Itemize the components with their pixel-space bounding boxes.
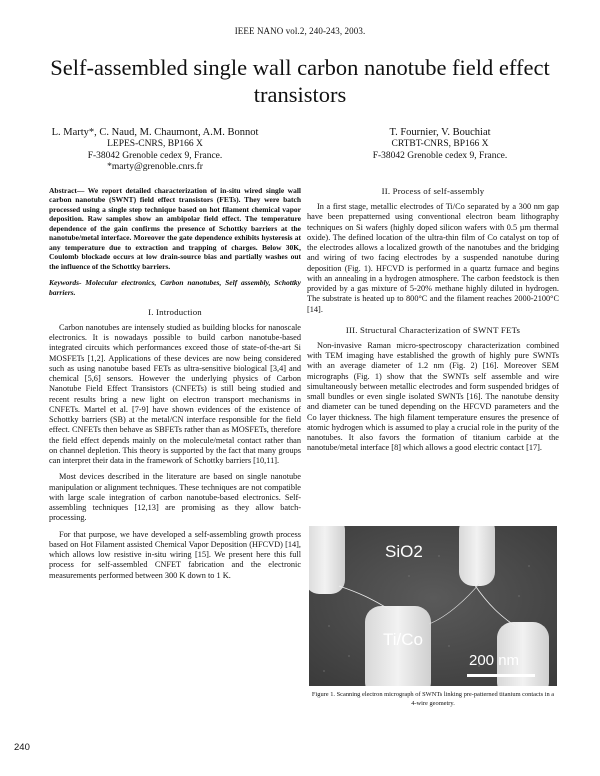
sem-micrograph [309, 526, 557, 686]
author-names: T. Fournier, V. Bouchiat [389, 127, 491, 138]
author-email: *marty@grenoble.cnrs.fr [107, 162, 203, 173]
authors-right [305, 127, 575, 162]
keywords: Keywords- Molecular electronics, Carbon nanotubes, Self assembly, Schottky barriers. [49, 278, 301, 297]
section-heading-process: II. Process of self-assembly [381, 186, 485, 196]
process-paragraph: In a first stage, metallic electrodes of Ti/Co separated by a 300 nm gap have been prepatterned using conventional electron beam lithography techniques on Si wafers (highly doped silicon wafers with 0.5 µm thermal oxide). The defined location of the ultra-thin film of Co catalyst on top of the electrodes allows a localized growth of the nanotubes and the bridging and wiring of two facing electrodes by a suspended nanotube during deposition (Fig. 1). HFCVD is performed in a quartz furnace and begins with an annealing in a hydrogen atmosphere. The carbon feedstock is then provided by a gas mixture of 5-20% methane highly diluted in hydrogen. The substrate is heated up to 800°C and the filament reaches 2000-2100°C [14]. [307, 202, 559, 314]
figure-caption: Figure 1. Scanning electron micrograph of SWNTs linking pre-patterned titanium contacts in a 4-wire geometry. [311, 691, 555, 707]
section-heading-structural: III. Structural Characterization of SWNT FETs [345, 324, 521, 335]
journal-header: IEEE NANO vol.2, 240-243, 2003. [234, 26, 366, 36]
affiliation: LEPES-CNRS, BP166 X [107, 139, 203, 150]
electrode-top-left [309, 526, 345, 594]
left-column [49, 186, 301, 587]
intro-paragraph: For that purpose, we have developed a self-assembling growth process based on Hot Filament assisted Chemical Vapor Deposition (HFCVD) [14], which allows low resistive in-situ wiring [15]. We present here this full process for self-assembled CNFET fabrication and the electronic measurements performed between 300 K down to 1 K. [49, 529, 301, 580]
label-tico: Ti/Co [383, 630, 423, 649]
intro-paragraph: Carbon nanotubes are intensely studied as building blocks for nanoscale electronics. It is nowadays possible to build carbon nanotube-based integrated circuits which performances exceed those of state-of-the-art Si MOSFETs [1,2]. Applications of these devices are now being considered such as using nanotube based FETs as ultra-sensitive biological [3,4] and chemical [5,6] sensors. However the underlying physics of Carbon Nanotube Field Effect Transistors (CNFETs) is still being studied and recent results bring a new light on electron transport mechanisms in CNFETs. Martel et al. [7-9] have shown evidences of the existence of Schottky barriers (SB) at the metal/CN interface responsible for the field effect. CNFETs then behave as SBFETs rather than as MOSFETs, therefore the field effect depends mainly on the molecule/metal contact rather than on channel depletion. This theory is supported by the fact that many groups can interpret their data in the framework of Schottky barriers [10,11]. [49, 322, 301, 466]
abstract: Abstract— We report detailed characterization of in-situ wired single wall carbon nanotube (SWNT) field effect transistors (FETs). They were batch processed using a single step technique based on hot filament chemical vapor deposition. Raw samples show an ambipolar field effect. The temperature dependence of the gain confirms the presence of Schottky barriers at the nanotube/metal interface. Moreover the gate dependence exhibits hysteresis at any temperature due to extraction and trapping of charges. Below 30K, Coulomb blockade occurs at low drain-source bias and partially washes out the influence of the Schottky barriers. [49, 186, 301, 271]
affiliation-address: F-38042 Grenoble cedex 9, France. [87, 150, 223, 161]
affiliation: CRTBT-CNRS, BP166 X [391, 139, 489, 150]
authors-left [30, 127, 280, 174]
paper-title: Self-assembled single wall carbon nanotube field effect transistors [50, 55, 550, 107]
label-sio2: SiO2 [385, 542, 423, 561]
affiliation-address: F-38042 Grenoble cedex 9, France. [372, 150, 508, 161]
scale-bar [467, 674, 535, 677]
right-column [307, 186, 559, 460]
intro-paragraph: Most devices described in the literature are based on single nanotube manipulation or alignment techniques. These techniques are not compatible with large scale integration of carbon nanotube-based electronics. Self-assembling techniques [12,13] are promising as they allow batch-processing. [49, 472, 301, 523]
scale-label: 200 nm [469, 652, 520, 669]
electrode-top-right [459, 526, 495, 586]
author-names: L. Marty*, C. Naud, M. Chaumont, A.M. Bonnot [51, 127, 259, 138]
structural-paragraph: Non-invasive Raman micro-spectroscopy characterization combined with TEM imaging have established the growth of highly pure SWNTs with an average diameter of 1.2 nm (Fig. 2) [16]. Moreover SEM micrographs (Fig. 1) show that the SWNTs self assemble and wire simultaneously between metallic electrodes and form suspended bridges of small bundles or even single isolated SWNTs [16]. The nanotube density and diameter can be tuned depending on the HFCVD parameters and the Co layer thickness. The high filament temperature ensures the presence of atomic hydrogen which is assumed to play a crucial role in the purity of the nanotubes. It also favors the formation of titanium carbide at the nanotube/metal interface [8] which allows a good electric contact [17]. [307, 340, 559, 453]
sem-micrograph-image [309, 526, 557, 686]
page-number: 240 [14, 742, 30, 753]
section-heading-introduction: I. Introduction [148, 306, 202, 317]
